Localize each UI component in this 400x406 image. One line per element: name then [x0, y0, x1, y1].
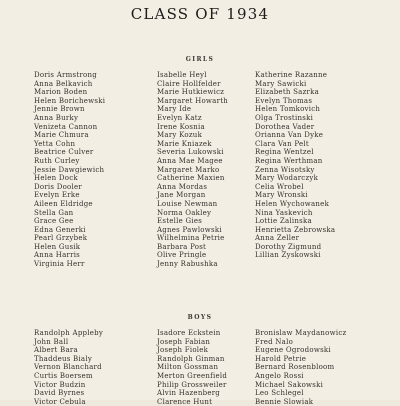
boys-column-1	[34, 329, 103, 406]
student-name: Mary Wronski	[255, 191, 308, 200]
student-name: Celia Wrobel	[255, 182, 304, 191]
student-name: John Ball	[34, 337, 69, 346]
student-name: Angelo Rossi	[255, 371, 304, 380]
student-name: Anna Mordas	[157, 182, 208, 191]
student-name: Zenna Wisotsky	[255, 165, 315, 174]
student-name: Katherine Razanne	[255, 71, 328, 79]
student-name: Jessie Dawgiewich	[34, 165, 105, 174]
student-name: Albert Bara	[34, 346, 78, 355]
student-name: Pearl Grzybek	[34, 234, 88, 243]
student-name: Venizeta Cannon	[34, 122, 98, 131]
student-name: Irene Kosnia	[157, 122, 205, 131]
student-name: Edna Generki	[34, 225, 86, 234]
student-name: Lillian Zyskowski	[255, 251, 321, 260]
student-name: Philip Grossweiler	[157, 380, 227, 389]
student-name: Dorothea Vader	[255, 122, 315, 131]
student-name: Margaret Howarth	[157, 96, 229, 105]
student-name: Isabelle Heyl	[157, 71, 207, 79]
student-name: Michael Sakowski	[255, 380, 324, 389]
student-name: Nina Yaskevich	[255, 208, 313, 217]
student-name: Eugene Ogrodowski	[255, 346, 331, 355]
student-name: Mary Wodarczyk	[255, 174, 319, 183]
girls-column-1	[34, 71, 105, 269]
student-name: Lottie Zalinska	[255, 217, 312, 226]
student-name: Mary Kozuk	[157, 131, 203, 140]
student-name: Helen Gusik	[34, 242, 81, 251]
student-name: Anna Zeller	[255, 234, 300, 243]
student-name: Victor Budzin	[34, 380, 86, 389]
student-name: Clarence Hunt	[157, 397, 213, 406]
student-name: Joseph Fiolek	[157, 346, 209, 355]
student-name: Mary Ide	[157, 105, 192, 114]
student-name: Helen Dock	[34, 174, 78, 183]
boys-list	[0, 329, 400, 406]
student-name: Jenny Rabushka	[157, 260, 218, 269]
student-name: Marie Kniazek	[157, 139, 212, 148]
student-name: Mary Sawicki	[255, 79, 307, 88]
student-name: Doris Dooler	[34, 182, 82, 191]
student-name: Bronislaw Maydanowicz	[255, 329, 347, 337]
student-name: Bernard Rosenbloom	[255, 363, 335, 372]
boys-column-2	[157, 329, 227, 406]
student-name: Helen Wychowanek	[255, 199, 330, 208]
student-name: Harold Petrie	[255, 354, 307, 363]
student-name: Helen Borichewski	[34, 96, 106, 105]
student-name: Severia Lukowski	[157, 148, 224, 157]
student-name: Clara Van Pelt	[255, 139, 309, 148]
student-name: Milton Gossman	[157, 363, 219, 372]
student-name: Louise Newman	[157, 199, 218, 208]
student-name: Grace Gee	[34, 217, 74, 226]
girls-column-3	[255, 71, 335, 260]
student-name: Virginia Herr	[34, 260, 85, 269]
student-name: Randolph Ginman	[157, 354, 225, 363]
student-name: Dorothy Zigmund	[255, 242, 322, 251]
student-name: Jane Morgan	[157, 191, 206, 200]
student-name: Anna Belkavich	[34, 79, 93, 88]
student-name: Marion Boden	[34, 88, 88, 97]
student-name: Fred Nalo	[255, 337, 294, 346]
student-name: Norma Oakley	[157, 208, 212, 217]
student-name: Marie Chmura	[34, 131, 89, 140]
student-name: Anna Mae Magee	[157, 156, 223, 165]
girls-column-2	[157, 71, 228, 269]
student-name: Olive Pringle	[157, 251, 207, 260]
student-name: Yetta Cohn	[34, 139, 76, 148]
student-name: Anna Burky	[34, 113, 79, 122]
student-name: Thaddeus Bialy	[34, 354, 93, 363]
student-name: Barbara Post	[157, 242, 207, 251]
student-name: Margaret Marko	[157, 165, 220, 174]
student-name: Regina Wentzel	[255, 148, 314, 157]
student-name: Orianna Van Dyke	[255, 131, 324, 140]
girls-heading: GIRLS	[185, 56, 215, 63]
student-name: Claire Hollfelder	[157, 79, 221, 88]
student-name: Catherine Maxien	[157, 174, 225, 183]
student-name: Regina Werthman	[255, 156, 323, 165]
boys-heading: BOYS	[187, 314, 213, 321]
student-name: Doris Armstrong	[34, 71, 97, 79]
student-name: Elizabeth Sazrka	[255, 88, 320, 97]
student-name: Beatrice Culver	[34, 148, 94, 157]
student-name: Olga Trostinski	[255, 113, 314, 122]
student-name: Merton Greenfield	[157, 371, 228, 380]
student-name: Curtis Boersem	[34, 371, 93, 380]
page-title: CLASS OF 1934	[130, 5, 270, 23]
student-name: Vernon Blanchard	[34, 363, 102, 372]
student-name: Aileen Eldridge	[34, 199, 93, 208]
student-name: David Byrnes	[34, 389, 85, 398]
student-name: Alvin Hazenberg	[157, 389, 221, 398]
student-name: Ruth Curley	[34, 156, 80, 165]
student-name: Joseph Fabian	[157, 337, 211, 346]
student-name: Helen Tomkovich	[255, 105, 321, 114]
student-name: Estelle Gies	[157, 217, 203, 226]
student-name: Wilhelmina Petrie	[157, 234, 225, 243]
student-name: Henrietta Zebrowska	[255, 225, 336, 234]
student-name: Isadore Eckstein	[157, 329, 221, 337]
student-name: Randolph Appleby	[34, 329, 104, 337]
student-name: Agnes Pawlowski	[157, 225, 222, 234]
student-name: Evelyn Thomas	[255, 96, 313, 105]
boys-column-3	[255, 329, 346, 406]
student-name: Bennie Slowiak	[255, 397, 314, 406]
student-name: Evelyn Erke	[34, 191, 80, 200]
student-name: Leo Schlegel	[255, 389, 304, 398]
student-name: Anna Harris	[34, 251, 81, 260]
student-name: Stella Gan	[34, 208, 74, 217]
student-name: Evelyn Katz	[157, 113, 202, 122]
student-name: Victor Cebula	[34, 397, 86, 406]
student-name: Jennie Brown	[34, 105, 85, 114]
student-name: Marie Hutkiewicz	[157, 88, 225, 97]
